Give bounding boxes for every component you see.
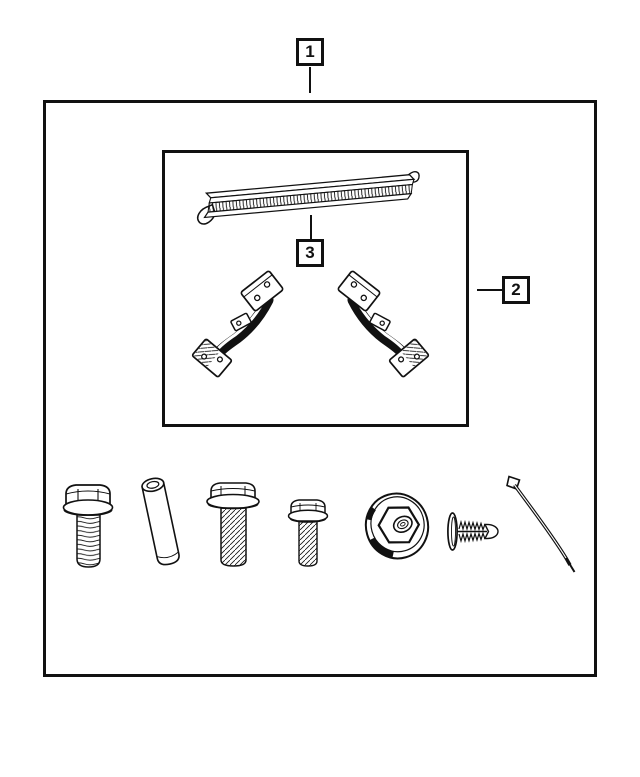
hex-flange-bolt-short-graphic xyxy=(289,500,328,566)
spacer-tube-graphic xyxy=(141,477,181,567)
running-board-graphic xyxy=(195,171,421,224)
callout-2[interactable] xyxy=(502,276,530,304)
push-pin-retainer-graphic xyxy=(448,513,498,550)
cable-tie-graphic xyxy=(507,477,575,573)
callout-3[interactable] xyxy=(296,239,324,267)
mounting-bracket-right-graphic xyxy=(337,270,429,377)
hardware-row xyxy=(64,477,575,573)
callout-2-label: 2 xyxy=(511,280,521,299)
hex-flange-bolt-long-graphic xyxy=(207,483,259,566)
hex-flange-bolt-large-graphic xyxy=(64,485,113,567)
callout-2-leader-line xyxy=(477,289,502,291)
callout-3-label: 3 xyxy=(305,243,315,262)
callout-1-label: 1 xyxy=(305,42,315,61)
hex-flange-nut-graphic xyxy=(358,486,436,566)
callout-1[interactable] xyxy=(296,38,324,66)
mounting-bracket-left-graphic xyxy=(192,270,284,377)
callout-3-leader-line xyxy=(310,215,312,240)
callout-1-leader-line xyxy=(309,67,311,93)
